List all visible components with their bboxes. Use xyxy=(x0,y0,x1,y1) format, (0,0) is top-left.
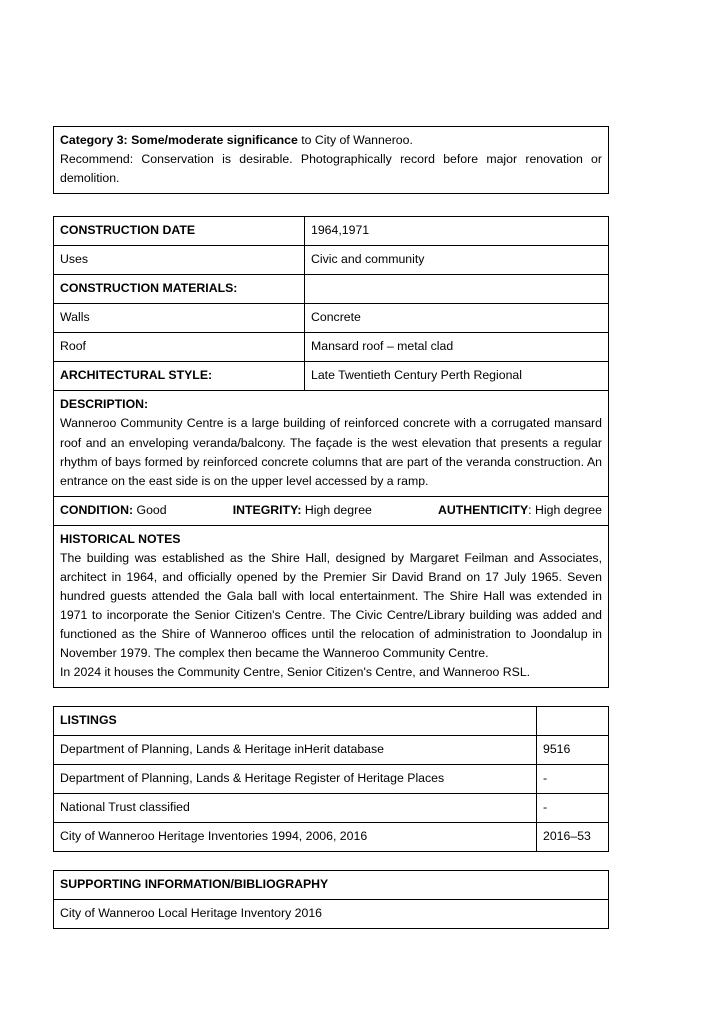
table-row-roof xyxy=(54,333,609,362)
condition-cell xyxy=(54,496,609,525)
table-row-listing-inherit xyxy=(54,736,609,765)
integrity-group xyxy=(233,501,372,520)
document-page xyxy=(53,0,609,929)
bibliography-heading: SUPPORTING INFORMATION/BIBLIOGRAPHY xyxy=(54,871,609,900)
historical-notes-paragraph-1: The building was established as the Shire Hall, designed by Margaret Feilman and Associates, architect in 1964, and officially opened by the Premier Sir David Brand on 17 July 1965. Seven hundred guests attended the Gala ball with local entertainment. The Shire Hall was extended in 1971 to incorporate the Senior Citizen's Centre. The Civic Centre/Library building was added and functioned as the Shire of Wanneroo offices until the relocation of administration to Joondalup in November 1979. The complex then became the Wanneroo Community Centre. xyxy=(60,550,602,660)
table-row-architectural-style xyxy=(54,362,609,391)
row-value-uses: Civic and community xyxy=(305,246,609,275)
row-value-walls: Concrete xyxy=(305,304,609,333)
spacer-after-listings xyxy=(53,852,609,870)
table-row-listing-register xyxy=(54,765,609,794)
row-value-roof: Mansard roof – metal clad xyxy=(305,333,609,362)
category-row xyxy=(54,127,609,194)
description-body: Wanneroo Community Centre is a large building of reinforced concrete with a corrugated mansard roof and an enveloping veranda/balcony. The façade is the west elevation that presents a regular rhythm of bays formed by reinforced concrete columns that are part of the veranda construction. An entrance on the east side is on the upper level accessed by a ramp. xyxy=(60,416,602,488)
table-row-walls xyxy=(54,304,609,333)
condition-group xyxy=(60,501,167,520)
description-heading: DESCRIPTION: xyxy=(60,397,149,412)
listing-name-national-trust: National Trust classified xyxy=(54,794,537,823)
spacer-after-category xyxy=(53,194,609,216)
category-significance-table xyxy=(53,126,609,194)
historical-notes-cell xyxy=(54,525,609,687)
listing-name-inherit: Department of Planning, Lands & Heritage inHerit database xyxy=(54,736,537,765)
listings-heading-row xyxy=(54,707,609,736)
construction-details-table xyxy=(53,216,609,688)
category-line-1 xyxy=(60,131,602,150)
row-label-uses: Uses xyxy=(54,246,305,275)
table-row-construction-materials xyxy=(54,275,609,304)
table-row-listing-national-trust xyxy=(54,794,609,823)
listing-value-national-trust: - xyxy=(537,794,609,823)
integrity-label: INTEGRITY: xyxy=(232,502,302,517)
row-value-construction-date: 1964,1971 xyxy=(305,217,609,246)
bibliography-entry-row xyxy=(54,900,609,929)
category-recommend-text: Recommend: Conservation is desirable. Photographically record before major renovation or demolition. xyxy=(60,152,602,186)
condition-flex xyxy=(60,501,602,520)
row-label-roof: Roof xyxy=(54,333,305,362)
historical-notes-heading: HISTORICAL NOTES xyxy=(60,531,181,546)
listings-heading: LISTINGS xyxy=(54,707,537,736)
row-label-construction-date: CONSTRUCTION DATE xyxy=(54,217,305,246)
row-value-architectural-style: Late Twentieth Century Perth Regional xyxy=(305,362,609,391)
category-heading-rest: to City of Wanneroo. xyxy=(297,133,413,147)
description-cell xyxy=(54,391,609,496)
page-top-margin xyxy=(53,0,609,126)
row-label-architectural-style: ARCHITECTURAL STYLE: xyxy=(54,362,305,391)
table-row-listing-inventories xyxy=(54,823,609,852)
condition-label: CONDITION: xyxy=(60,502,134,517)
listing-value-inherit: 9516 xyxy=(537,736,609,765)
spacer-after-details xyxy=(53,688,609,706)
listing-name-inventories: City of Wanneroo Heritage Inventories 1994, 2006, 2016 xyxy=(54,823,537,852)
table-row-uses xyxy=(54,246,609,275)
historical-notes-paragraph-2: In 2024 it houses the Community Centre, Senior Citizen's Centre, and Wanneroo RSL. xyxy=(60,665,531,680)
listing-value-inventories: 2016–53 xyxy=(537,823,609,852)
table-row-historical-notes xyxy=(54,525,609,687)
authenticity-value: : High degree xyxy=(528,502,602,517)
listings-heading-value xyxy=(537,707,609,736)
condition-value: Good xyxy=(136,502,167,517)
listing-name-register: Department of Planning, Lands & Heritage Register of Heritage Places xyxy=(54,765,537,794)
listings-table xyxy=(53,706,609,852)
row-value-construction-materials xyxy=(305,275,609,304)
authenticity-label: AUTHENTICITY xyxy=(437,502,529,517)
bibliography-entry: City of Wanneroo Local Heritage Inventory 2016 xyxy=(54,900,609,929)
listing-value-register: - xyxy=(537,765,609,794)
table-row-construction-date xyxy=(54,217,609,246)
bibliography-heading-row xyxy=(54,871,609,900)
row-label-walls: Walls xyxy=(54,304,305,333)
category-heading-bold: Category 3: Some/moderate significance xyxy=(60,133,298,147)
bibliography-table xyxy=(53,870,609,929)
table-row-description xyxy=(54,391,609,496)
table-row-condition xyxy=(54,496,609,525)
row-label-construction-materials: CONSTRUCTION MATERIALS: xyxy=(54,275,305,304)
category-cell xyxy=(54,127,609,194)
authenticity-group xyxy=(438,501,602,520)
integrity-value: High degree xyxy=(304,502,372,517)
